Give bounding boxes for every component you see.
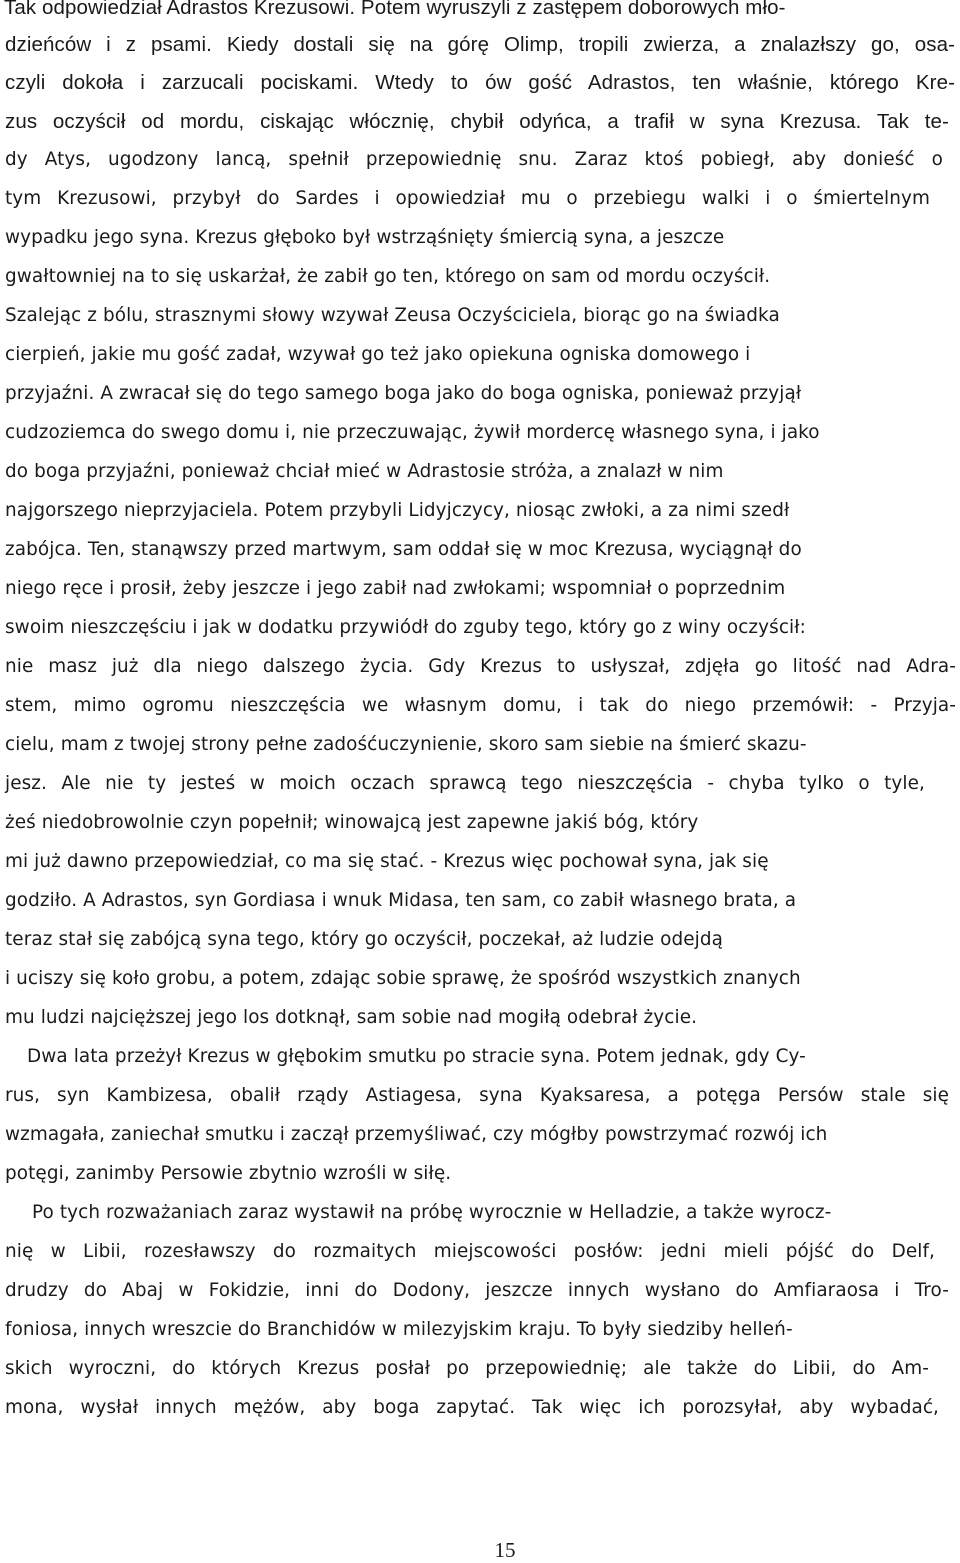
text-line: foniosa, innych wreszcie do Branchidów w milezyjskim kraju. To były siedziby helleń-: [5, 1319, 793, 1340]
text-line: Dwa lata przeżył Krezus w głębokim smutku po stracie syna. Potem jednak, gdy Cy-: [27, 1046, 806, 1067]
text-line: nię w Libii, rozesławszy do rozmaitych miejscowości posłów: jedni mieli pójść do Delf,: [5, 1241, 935, 1262]
text-line: przyjaźni. A zwracał się do tego samego boga jako do boga ogniska, ponieważ przyjął: [5, 383, 802, 404]
text-line: Szalejąc z bólu, strasznymi słowy wzywał Zeusa Oczyściciela, biorąc go na świadka: [5, 305, 780, 326]
text-line: cudzoziemca do swego domu i, nie przeczuwając, żywił mordercę własnego syna, i jako: [5, 422, 820, 443]
text-line: Po tych rozważaniach zaraz wystawił na próbę wyrocznie w Helladzie, a także wyrocz-: [32, 1202, 832, 1223]
page-number: 15: [494, 1538, 516, 1562]
text-line: gwałtowniej na to się uskarżał, że zabił go ten, którego on sam od mordu oczyścił.: [5, 266, 771, 287]
text-line: potęgi, zanimby Persowie zbytnio wzrośli w siłę.: [5, 1163, 452, 1184]
text-line: wzmagała, zaniechał smutku i zaczął przemyśliwać, czy mógłby powstrzymać rozwój ich: [5, 1124, 828, 1145]
text-line: teraz stał się zabójcą syna tego, który go oczyścił, poczekał, aż ludzie odejdą: [5, 929, 724, 950]
text-line: stem, mimo ogromu nieszczęścia we własnym domu, i tak do niego przemówił: - Przyja-: [5, 695, 956, 716]
text-line: jesz. Ale nie ty jesteś w moich oczach sprawcą tego nieszczęścia - chyba tylko o tyle,: [5, 773, 925, 794]
text-line: mi już dawno przepowiedział, co ma się stać. - Krezus więc pochował syna, jak się: [5, 851, 769, 872]
text-line: niego ręce i prosił, żeby jeszcze i jego zabił nad zwłokami; wspomniał o poprzednim: [5, 578, 786, 599]
text-line: żeś niedobrowolnie czyn popełnił; winowajcą jest zapewne jakiś bóg, który: [5, 812, 699, 833]
text-line: dy Atys, ugodzony lancą, spełnił przepowiednię snu. Zaraz ktoś pobiegł, aby donieść o: [5, 149, 943, 170]
text-line: mu ludzi najcięższej jego los dotknął, sam sobie nad mogiłą odebrał życie.: [5, 1007, 698, 1028]
text-line: swoim nieszczęściu i jak w dodatku przywiódł do zguby tego, który go z winy oczyścił:: [5, 617, 806, 638]
text-line: cielu, mam z twojej strony pełne zadośćuczynienie, skoro sam siebie na śmierć skazu-: [5, 734, 807, 755]
text-line: Tak odpowiedział Adrastos Krezusowi. Potem wyruszyli z zastępem doborowych mło-: [4, 0, 786, 19]
text-line: wypadku jego syna. Krezus głęboko był wstrząśnięty śmiercią syna, a jeszcze: [5, 227, 725, 248]
text-line: zus oczyścił od mordu, ciskając włócznię, chybił odyńca, a trafił w syna Krezusa. Tak te-: [5, 110, 949, 133]
text-line: i uciszy się koło grobu, a potem, zdając sobie sprawę, że spośród wszystkich znanych: [5, 968, 801, 989]
text-line: czyli dokoła i zarzucali pociskami. Wtedy to ów gość Adrastos, ten właśnie, którego Kre-: [5, 71, 955, 94]
text-line: do boga przyjaźni, ponieważ chciał mieć w Adrastosie stróża, a znalazł w nim: [5, 461, 724, 482]
text-line: godziło. A Adrastos, syn Gordiasa i wnuk Midasa, ten sam, co zabił własnego brata, a: [5, 890, 797, 911]
text-line: drudzy do Abaj w Fokidzie, inni do Dodony, jeszcze innych wysłano do Amfiaraosa i Tro-: [5, 1280, 949, 1301]
text-line: nie masz już dla niego dalszego życia. Gdy Krezus to usłyszał, zdjęła go litość nad Adra-: [5, 656, 956, 677]
text-line: cierpień, jakie mu gość zadał, wzywał go też jako opiekuna ogniska domowego i: [5, 344, 751, 365]
text-line: mona, wysłał innych mężów, aby boga zapytać. Tak więc ich porozsyłał, aby wybadać,: [5, 1397, 939, 1418]
text-line: zabójca. Ten, stanąwszy przed martwym, sam oddał się w moc Krezusa, wyciągnął do: [5, 539, 802, 560]
text-line: skich wyroczni, do których Krezus posłał po przepowiednię; ale także do Libii, do Am-: [5, 1358, 929, 1379]
text-line: rus, syn Kambizesa, obalił rządy Astiagesa, syna Kyaksaresa, a potęga Persów stale się: [5, 1085, 949, 1106]
text-line: tym Krezusowi, przybył do Sardes i opowiedział mu o przebiegu walki i o śmiertelnym: [5, 188, 930, 209]
text-line: dzieńców i z psami. Kiedy dostali się na górę Olimp, tropili zwierza, a znalazłszy go, osa-: [5, 33, 955, 56]
text-line: najgorszego nieprzyjaciela. Potem przybyli Lidyjczycy, niosąc zwłoki, a za nimi szedł: [5, 500, 790, 521]
